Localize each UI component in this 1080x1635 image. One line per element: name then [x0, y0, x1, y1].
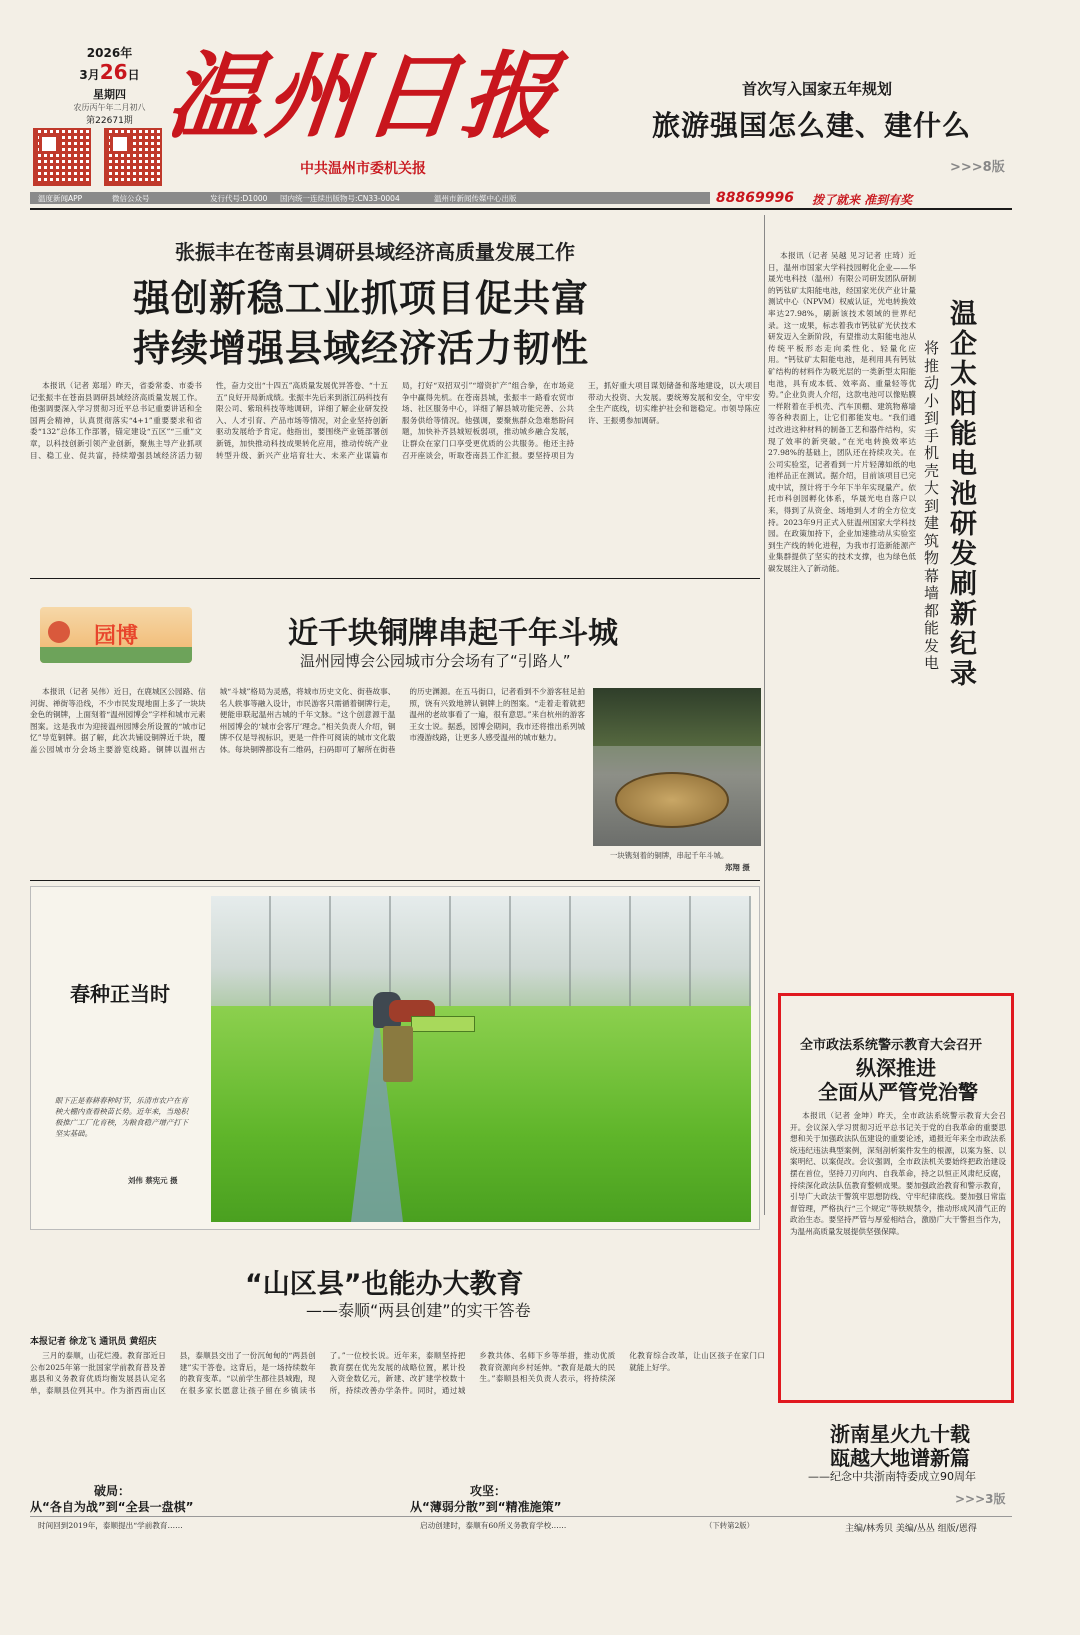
edu-body-text: 三月的泰顺，山花烂漫。教育部近日公布2025年第一批国家学前教育普及普惠县和义务教育优质均衡发展县认定名单，泰顺县位列其中。作为浙西南山区县，泰顺县交出了一份沉甸甸的“两县创建”实干答卷。这背后，是一场持续数年的教育变革。“以前学生都往县城跑，现在很多家长愿意让孩子留在乡镇读书了。”一位校长说。近年来，泰顺坚持把教育摆在优先发展的战略位置，累计投入资金数亿元，新建、改扩建学校数十所，持续改善办学条件。同时，通过城乡教共体、名师下乡等举措，推动优质教育资源向乡村延伸。“教育是最大的民生。”泰顺县相关负责人表示，将持续深化教育综合改革，让山区孩子在家门口就能上好学。: [30, 1351, 765, 1395]
edu-tail-a: 时间回到2019年，泰顺提出“学前教育……: [38, 1521, 183, 1530]
expo-headline[interactable]: 近千块铜牌串起千年斗城: [288, 616, 618, 651]
edu-body: [30, 1350, 765, 1477]
info-bar-qr-label-2: 微信公众号: [112, 194, 150, 203]
spring-caption: 眼下正是春耕春种时节，乐清市农户在育秧大棚内查看秧苗长势。近年来，当地积极推广工厂化育秧，为粮食稳产增产打下坚实基础。: [55, 1096, 189, 1138]
info-bar-code: 发行代号:D1000: [210, 194, 268, 203]
spring-credit: 刘伟 蔡宪元 摄: [128, 1176, 178, 1185]
expo-photo-caption: 一块镌刻着的铜牌，串起千年斗城。: [610, 851, 729, 860]
lead-headline-2[interactable]: 持续增强县域经济活力韧性: [133, 327, 589, 370]
date-weekday: 星期四: [93, 88, 126, 101]
discipline-body: [790, 1110, 1006, 1394]
discipline-headline-2[interactable]: 全面从严管党治警: [818, 1080, 978, 1104]
right-feature-subhead: 将推动小到手机壳大到建筑物幕墙都能发电: [924, 339, 940, 672]
footer-rule: [30, 1516, 1012, 1517]
info-bar-publisher: 温州市新闻传媒中心出版: [434, 194, 517, 203]
footer-editors: 主编/林秀贝 美编/丛丛 组版/恩得: [845, 1524, 977, 1534]
lead-body-text: 本报讯（记者 郑瑶）昨天，省委常委、市委书记张振丰在苍南县调研县域经济高质量发展工作。他强调要深入学习贯彻习近平总书记重要讲话和全国两会精神，认真贯彻落实“4+1”重要要求和省委“132”总体工作部署，锚定建设“五区”“三重”文章，以科技创新引领产业创新，聚焦主导产业抓项目、稳工业、促共富，持续增强县域经济活力韧性，奋力交出“十四五”高质量发展优异答卷、“十五五”良好开局新成绩。张振丰先后来到浙江码科技有限公司、紫琅科技等地调研，详细了解企业研发投入、人才引育、产品市场等情况，对企业坚持创新驱动发展给予肯定。他指出，要围绕产业链部署创新链，加快推动科技成果转化应用，推动传统产业转型升级、新兴产业培育壮大、未来产业谋篇布局，打好“双招双引”“增资扩产”组合拳，在市场竞争中赢得先机。在苍南县城，张振丰一路看农贸市场、社区服务中心，详细了解县城功能完善、公共服务供给等情况。他强调，要聚焦群众急难愁盼问题，加快补齐县城短板弱项，推动城乡融合发展，让群众在家门口享受更优质的公共服务。他还主持召开座谈会，听取苍南县工作汇报。要坚持项目为王，抓好重大项目谋划储备和落地建设，以大项目带动大投资、大发展。要统筹发展和安全，守牢安全生产底线，切实维护社会和谐稳定。市领导陈应许、王振勇参加调研。: [30, 381, 760, 460]
anniv-headline-1[interactable]: 浙南星火九十载: [830, 1422, 970, 1446]
edu-headline[interactable]: “山区县”也能办大教育: [245, 1269, 524, 1300]
date-lunar: 农历丙午年二月初八: [73, 103, 146, 112]
anniv-page-link[interactable]: >>>3版: [955, 1492, 1006, 1506]
right-feature-headline[interactable]: 温企太阳能电池研发刷新纪录: [950, 299, 977, 690]
issue-number: 第22671期: [86, 116, 133, 126]
right-feature-body: [768, 250, 916, 985]
ad-phone: 88869996: [716, 190, 794, 206]
greenhouse-frame: [211, 896, 751, 1016]
date-day: 26: [99, 60, 128, 84]
expo-bottom-rule: [30, 880, 760, 881]
masthead-rule: [30, 208, 1012, 210]
expo-body: [30, 686, 585, 876]
qr-code-app[interactable]: [33, 128, 91, 186]
edu-subhead: ——泰顺“两县创建”的实干答卷: [306, 1301, 531, 1320]
date-line: [62, 61, 157, 86]
edu-subhead-a-label: 破局：: [94, 1484, 131, 1498]
lead-headline-1[interactable]: 强创新稳工业抓项目促共富: [133, 277, 589, 320]
spring-photo: [211, 896, 751, 1222]
date-day-suffix: 日: [127, 68, 140, 82]
info-bar-qr-label-1: 温度新闻APP: [38, 194, 83, 203]
anniv-subhead: ——纪念中共浙南特委成立90周年: [808, 1470, 976, 1483]
lead-kicker: 张振丰在苍南县调研县域经济高质量发展工作: [175, 240, 575, 264]
info-bar-issn: 国内统一连续出版物号:CN33-0004: [280, 194, 400, 203]
expo-badge-mascot-icon: [48, 621, 70, 643]
date-year: 2026年: [86, 46, 133, 60]
edu-byline: 本报记者 徐龙飞 通讯员 黄绍庆: [30, 1337, 157, 1347]
lead-bottom-rule: [30, 578, 760, 579]
edu-subhead-b-text: 从“薄弱分散”到“精准施策”: [410, 1500, 562, 1514]
expo-photo-credit: 郑翔 摄: [725, 863, 750, 872]
promo-page-link[interactable]: >>>8版: [950, 160, 1005, 175]
lead-body: [30, 380, 760, 570]
anniv-headline-2[interactable]: 瓯越大地谱新篇: [830, 1446, 970, 1470]
right-feature-body-text: 本报讯（记者 吴越 见习记者 庄琦）近日，温州市国家大学科技园孵化企业——华晟光电科技（温州）有限公司研发团队研制的钙钛矿太阳能电池，经国家光伏产业计量测试中心（NPVM）权威认证，光电转换效率达27.98%，刷新该技术领域的世界纪录。这一成果，标志着我市钙钛矿光伏技术研发迈入全新阶段，有望推动太阳能电池从传统平板形态走向柔性化、轻量化应用。“钙钛矿太阳能电池，是利用具有钙钛矿结构的材料作为吸光层的一类新型太阳能电池，具有成本低、效率高、重量轻等优势。”企业负责人介绍，这款电池可以像贴膜一样附着在手机壳、汽车顶棚、建筑物幕墙等各种表面上，让它们都能发电。“我们通过改进这种材料的制备工艺和器件结构，实现了效率的新突破。”在光电转换效率达27.98%的基础上，团队还在持续攻关。在公司实验室，记者看到一片片轻薄如纸的电池样品正在测试。据介绍，目前该项目已完成中试，预计将于今年下半年实现量产。依托市科创园孵化体系，华晟光电自落户以来，得到了从资金、场地到人才的全方位支持。2023年9月正式入驻温州国家大学科技园。在政策加持下，企业加速推动从实验室到生产线的转化进程，为我市打造新能源产业集群提供了坚实的技术支撑，也为绿色低碳发展注入了新动能。: [768, 251, 916, 574]
expo-body-text: 本报讯（记者 吴伟）近日，在鹿城区公园路、信河街、禅街等沿线，不少市民发现地面上多了一块块金色的铜牌，上面刻着“温州园博会”字样和城市元素图案。这是我市为迎接温州园博会所设置的“城市记忆”导览铜牌。据了解，此次共铺设铜牌近千块，覆盖公园城市分会场主要游览线路。铜牌以温州古城“斗城”格局为灵感，将城市历史文化、街巷故事、名人轶事等融入设计，市民游客只需循着铜牌行走，便能串联起温州古城的千年文脉。“这个创意源于温州园博会的‘城市会客厅’理念。”相关负责人介绍，铜牌不仅是导视标识，更是一件件可阅读的城市文化载体。每块铜牌都设有二维码，扫码即可了解所在街巷的历史渊源。在五马街口，记者看到不少游客驻足拍照，饶有兴致地辨认铜牌上的图案。“走着走着就把温州的老故事看了一遍，很有意思。”来自杭州的游客王女士说。据悉，园博会期间，我市还将推出系列城市漫游线路，让更多人感受温州的城市魅力。: [30, 687, 585, 754]
copper-plaque-icon: [615, 772, 729, 828]
ad-slogan: 拨了就来 准到有奖: [812, 193, 913, 207]
expo-badge: [40, 607, 192, 663]
edu-subhead-b-label: 攻坚：: [470, 1484, 507, 1498]
newspaper-title: 温州日报: [162, 42, 566, 152]
edu-subhead-a-text: 从“各自为战”到“全县一盘棋”: [30, 1500, 194, 1514]
seedling-tray: [411, 1016, 475, 1032]
newspaper-subtitle: 中共温州市委机关报: [300, 161, 426, 177]
spring-title: 春种正当时: [70, 982, 170, 1006]
discipline-headline-1[interactable]: 纵深推进: [856, 1056, 936, 1080]
expo-photo: [593, 688, 761, 846]
expo-badge-text: 园博: [94, 624, 139, 649]
promo-teaser: 首次写入国家五年规划: [742, 80, 893, 98]
date-block: [62, 44, 157, 126]
promo-headline[interactable]: 旅游强国怎么建、建什么: [652, 109, 972, 142]
qr-code-wechat[interactable]: [104, 128, 162, 186]
expo-photo-trees: [593, 688, 761, 746]
ad-banner[interactable]: [712, 190, 1012, 206]
column-divider: [764, 215, 765, 1215]
discipline-body-text: 本报讯（记者 金坤）昨天，全市政法系统警示教育大会召开。会议深入学习贯彻习近平总书记关于党的自我革命的重要思想和关于加强政法队伍建设的重要论述，通报近年来全市政法系统违纪违法典型案例，深刻剖析案件发生的根源，以案为鉴、以案明纪、以案促改。会议强调，全市政法机关要始终把政治建设摆在首位，坚持刀刃向内、自我革命，持之以恒正风肃纪反腐，持续深化政法队伍教育整顿成果。要加强政治教育和警示教育，引导广大政法干警筑牢思想防线、守牢纪律底线。要加强日常监督管理，严格执行“三个规定”等铁规禁令，推动形成风清气正的政治生态。要坚持严管与厚爱相结合，激励广大干警担当作为，为温州高质量发展提供坚强保障。: [790, 1111, 1006, 1236]
date-month: 3月: [79, 68, 100, 82]
farmer-legs: [383, 1026, 413, 1082]
expo-subhead: 温州园博会公园城市分会场有了“引路人”: [300, 652, 571, 670]
edu-continued[interactable]: （下转第2版）: [705, 1521, 755, 1530]
discipline-kicker: 全市政法系统警示教育大会召开: [800, 1038, 983, 1053]
edu-tail-b: 启动创建时，泰顺有60所义务教育学校……: [420, 1521, 567, 1530]
seedling-beds: [211, 1006, 751, 1222]
